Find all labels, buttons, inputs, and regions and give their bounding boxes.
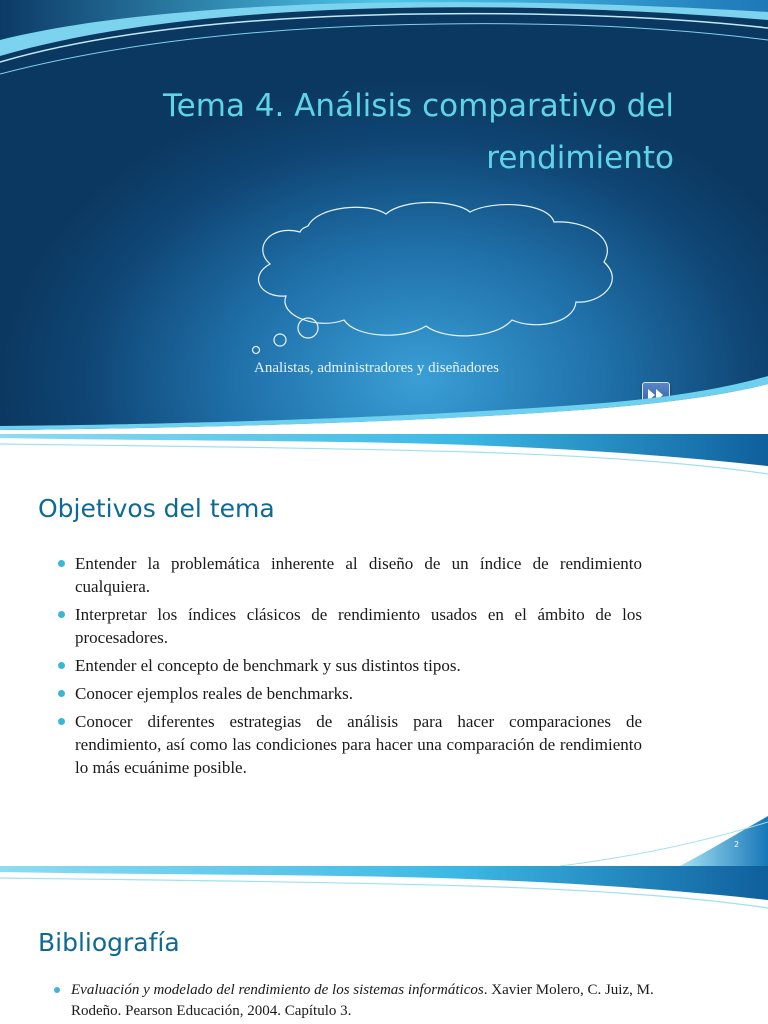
page-number: 2 bbox=[734, 840, 740, 849]
top-wave-decoration bbox=[0, 866, 768, 910]
list-item bbox=[58, 654, 642, 677]
title-slide bbox=[0, 0, 768, 432]
slide-heading: Bibliografía bbox=[38, 928, 180, 957]
list-item bbox=[58, 603, 642, 649]
list-item-text: Entender el concepto de benchmark y sus distintos tipos. bbox=[75, 656, 461, 675]
title-line-2: rendimiento bbox=[486, 140, 674, 176]
slide-title bbox=[74, 80, 674, 184]
list-item-text: Interpretar los índices clásicos de rendimiento usados en el ámbito de los procesadores. bbox=[75, 605, 642, 647]
reference-details: . Xavier Molero, C. Juiz, M. Rodeño. Pearson Educación, 2004. Capítulo 3. bbox=[71, 982, 654, 1019]
list-item-text: Conocer diferentes estrategias de análisis para hacer comparaciones de rendimiento, así como las condiciones para hacer una comparación de rendimiento lo más ecuánime posible. bbox=[75, 712, 642, 777]
bullet-icon bbox=[58, 662, 65, 669]
bibliography-slide bbox=[0, 866, 768, 1024]
bullet-icon bbox=[58, 611, 65, 618]
title-line-1: Tema 4. Análisis comparativo del bbox=[163, 88, 674, 124]
slide-subtitle: Analistas, administradores y diseñadores bbox=[254, 360, 499, 376]
list-item bbox=[58, 682, 642, 705]
bullet-icon bbox=[58, 718, 65, 725]
list-item bbox=[58, 552, 642, 598]
objectives-slide bbox=[0, 434, 768, 866]
list-item bbox=[58, 710, 642, 779]
thought-cloud-icon bbox=[248, 198, 620, 358]
slide-heading: Objetivos del tema bbox=[38, 494, 275, 523]
list-item bbox=[54, 980, 654, 1022]
bottom-wave-decoration bbox=[0, 370, 768, 432]
bibliography-list bbox=[54, 980, 654, 1024]
bottom-wave-decoration bbox=[0, 810, 768, 866]
bullet-icon bbox=[54, 987, 60, 993]
objectives-list bbox=[58, 552, 642, 784]
list-item-text: Entender la problemática inherente al diseño de un índice de rendimiento cualquiera. bbox=[75, 554, 642, 596]
reference-title: Evaluación y modelado del rendimiento de los sistemas informáticos bbox=[71, 982, 484, 998]
list-item-text: Conocer ejemplos reales de benchmarks. bbox=[75, 684, 354, 703]
bullet-icon bbox=[58, 560, 65, 567]
top-wave-decoration bbox=[0, 434, 768, 478]
bullet-icon bbox=[58, 690, 65, 697]
